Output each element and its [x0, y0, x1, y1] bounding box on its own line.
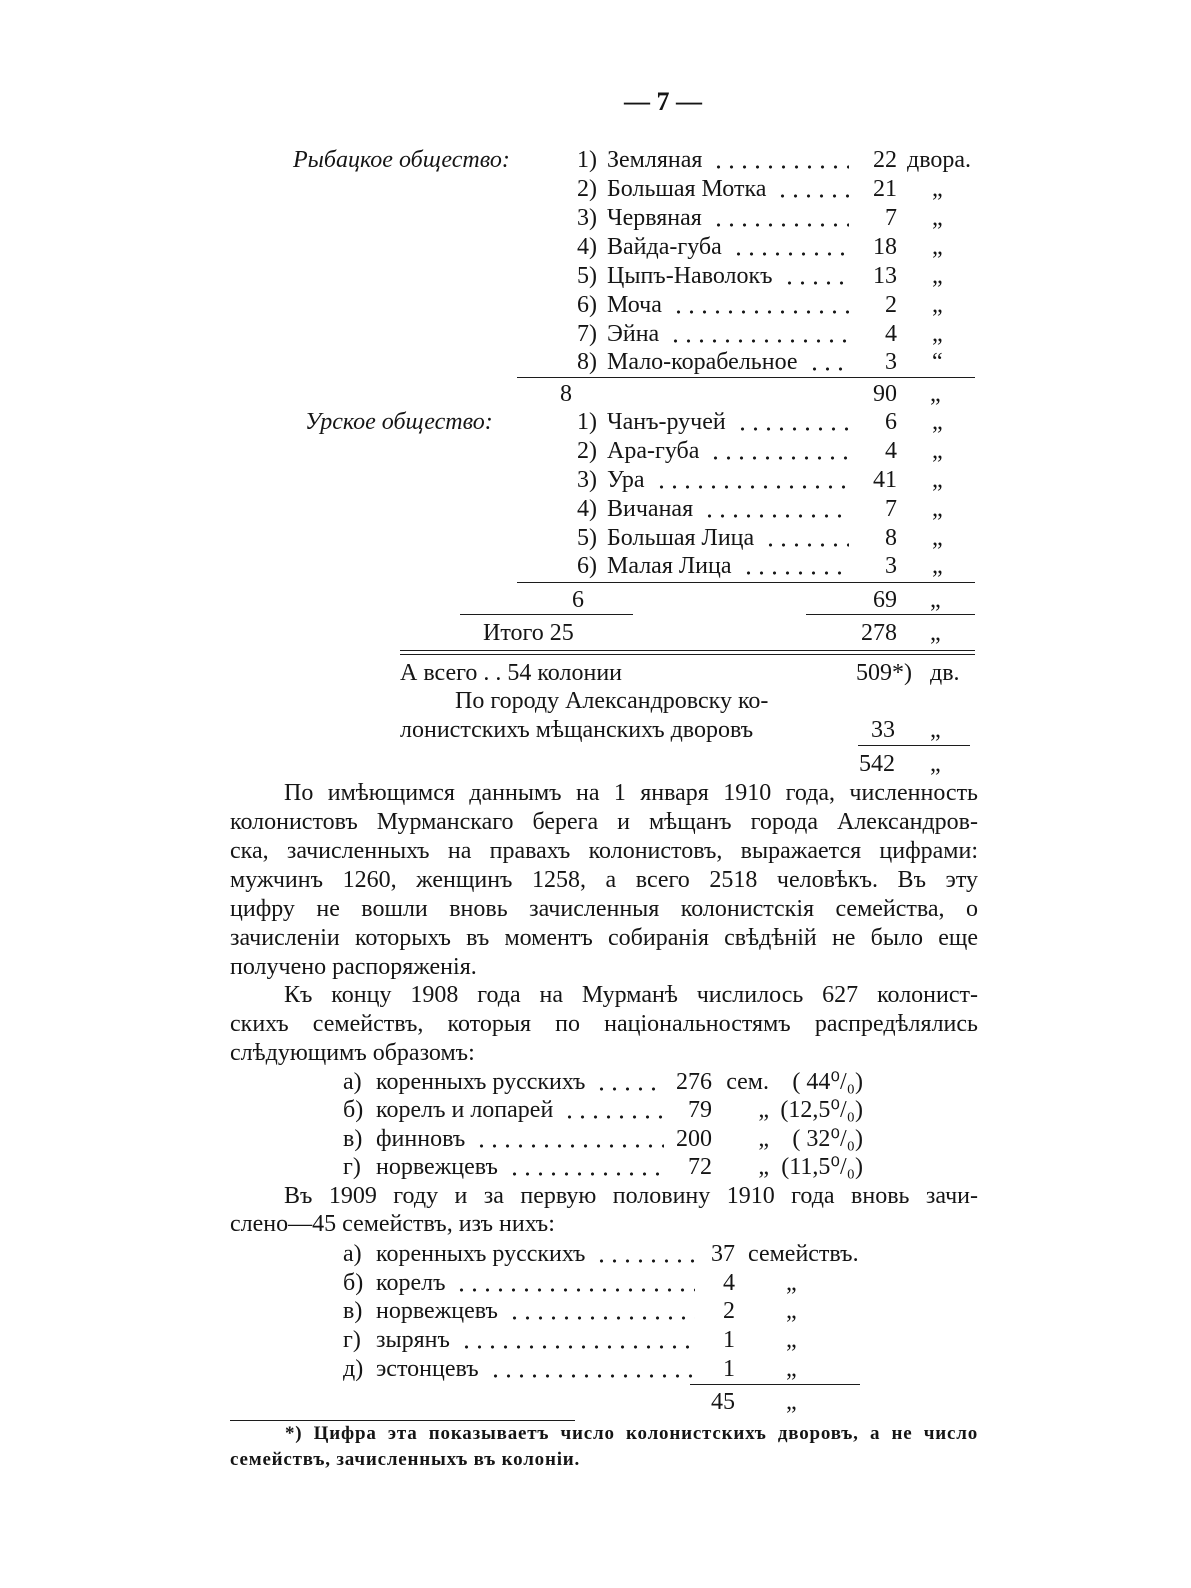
- vsego-unit: дв.: [930, 660, 960, 686]
- ditto-mark: „: [930, 751, 941, 777]
- percentage: ( 44⁰/₀): [792, 1069, 863, 1095]
- dot-leader: [808, 365, 849, 373]
- ditto-mark: „: [932, 263, 943, 289]
- list-total-rule: [690, 1384, 860, 1385]
- colony-row: [560, 523, 943, 553]
- family-count: 72: [688, 1154, 712, 1180]
- colony-name: Эйна: [607, 321, 660, 347]
- paragraph-line: зачисленіи которыхъ въ моментъ собиранія свѣдѣній не было еще: [230, 925, 978, 951]
- household-count: 18: [873, 234, 897, 260]
- nationality-name: коренныхъ русскихъ: [376, 1241, 586, 1267]
- list-item: [343, 1325, 797, 1355]
- ditto-mark: „: [932, 553, 943, 579]
- list-item: [343, 1268, 797, 1298]
- footnote-line: семействъ, зачисленныхъ въ колоніи.: [230, 1449, 581, 1470]
- subtotal-colonies: 6: [572, 587, 584, 613]
- unit-label: сем.: [726, 1069, 769, 1095]
- ditto-mark: „: [932, 321, 943, 347]
- dot-leader: [475, 1142, 664, 1150]
- nationality-name: эстонцевъ: [376, 1356, 479, 1382]
- list-item: [343, 1239, 859, 1269]
- colony-row: [560, 145, 972, 175]
- colony-number: 7): [577, 321, 597, 347]
- city-label-line1: По городу Александровску ко-: [455, 688, 769, 714]
- grand-total-count: 542: [859, 751, 895, 777]
- list-letter: г): [343, 1154, 361, 1180]
- list-item: [343, 1152, 863, 1182]
- colony-number: 6): [577, 292, 597, 318]
- itogo-count: 278: [861, 620, 897, 646]
- list-total-count: 45: [711, 1389, 735, 1415]
- nationality-name: корелъ: [376, 1270, 446, 1296]
- household-count: 3: [885, 349, 897, 375]
- ditto-mark: „: [786, 1270, 797, 1296]
- unit-label: двора.: [907, 147, 972, 173]
- dot-leader: [460, 1343, 695, 1351]
- colony-row: [560, 319, 943, 349]
- family-count: 79: [688, 1097, 712, 1123]
- city-count: 33: [871, 717, 895, 743]
- vsego-label: А всего . . 54 колонии: [400, 660, 622, 686]
- ditto-mark: „: [932, 234, 943, 260]
- ditto-mark: „: [930, 620, 941, 646]
- itogo-label: Итого 25: [483, 620, 574, 646]
- dot-leader: [655, 483, 849, 491]
- dot-leader: [595, 1257, 695, 1265]
- subtotal-colonies: 8: [560, 381, 572, 407]
- list-item: [343, 1067, 863, 1097]
- household-count: 7: [885, 205, 897, 231]
- family-count: 1: [723, 1327, 735, 1353]
- total-rule-left: [460, 614, 633, 615]
- dot-leader: [508, 1314, 695, 1322]
- colony-row: [560, 465, 943, 495]
- family-count: 200: [676, 1126, 712, 1152]
- dot-leader: [783, 279, 849, 287]
- colony-name: Вайда-губа: [607, 234, 722, 260]
- ditto-mark: „: [758, 1126, 769, 1152]
- ditto-mark: „: [932, 409, 943, 435]
- ditto-mark: „: [932, 496, 943, 522]
- colony-number: 1): [577, 409, 597, 435]
- nationality-name: норвежцевъ: [376, 1298, 498, 1324]
- colony-name: Моча: [607, 292, 662, 318]
- dot-leader: [489, 1372, 695, 1380]
- household-count: 4: [885, 438, 897, 464]
- colony-name: Земляная: [607, 147, 703, 173]
- family-count: 37: [711, 1241, 735, 1267]
- ditto-mark: „: [786, 1327, 797, 1353]
- colony-row: [560, 290, 943, 320]
- colony-name: Большая Мотка: [607, 176, 767, 202]
- ditto-mark: „: [932, 525, 943, 551]
- nationality-name: норвежцевъ: [376, 1154, 498, 1180]
- dot-leader: [595, 1085, 664, 1093]
- colony-number: 3): [577, 467, 597, 493]
- household-count: 3: [885, 553, 897, 579]
- list-letter: в): [343, 1298, 363, 1324]
- dot-leader: [742, 569, 850, 577]
- city-label-line2: лонистскихъ мѣщанскихъ дворовъ: [400, 717, 754, 743]
- paragraph-line: получено распоряженія.: [230, 954, 477, 980]
- subtotal-households: 90: [873, 381, 897, 407]
- list-letter: а): [343, 1241, 362, 1267]
- household-count: 6: [885, 409, 897, 435]
- grand-total-rule: [858, 745, 970, 746]
- dot-leader: [712, 221, 849, 229]
- ditto-mark: „: [932, 205, 943, 231]
- colony-row: [560, 407, 943, 437]
- dot-leader: [732, 250, 849, 258]
- family-count: 276: [676, 1069, 712, 1095]
- subtotal-rule: [517, 377, 975, 378]
- list-letter: б): [343, 1270, 364, 1296]
- list-letter: д): [343, 1356, 364, 1382]
- dot-leader: [703, 512, 849, 520]
- colony-number: 4): [577, 234, 597, 260]
- colony-number: 8): [577, 349, 597, 375]
- list-letter: а): [343, 1069, 362, 1095]
- colony-row: [560, 203, 943, 233]
- percentage: (11,5⁰/₀): [781, 1154, 863, 1180]
- household-count: 4: [885, 321, 897, 347]
- family-count: 4: [723, 1270, 735, 1296]
- nationality-name: зырянъ: [376, 1327, 450, 1353]
- subtotal-households: 69: [873, 587, 897, 613]
- double-rule: [400, 650, 975, 655]
- list-item: [343, 1124, 863, 1154]
- dot-leader: [669, 337, 849, 345]
- nationality-name: финновъ: [376, 1126, 466, 1152]
- colony-number: 1): [577, 147, 597, 173]
- ditto-mark: „: [932, 438, 943, 464]
- ditto-mark: „: [758, 1154, 769, 1180]
- colony-row: [560, 494, 943, 524]
- vsego-count: 509*): [856, 660, 912, 686]
- ditto-mark: „: [758, 1097, 769, 1123]
- household-count: 8: [885, 525, 897, 551]
- colony-name: Червяная: [607, 205, 702, 231]
- colony-name: Большая Лица: [607, 525, 755, 551]
- colony-number: 2): [577, 176, 597, 202]
- total-rule-right: [806, 614, 975, 615]
- nationality-name: коренныхъ русскихъ: [376, 1069, 586, 1095]
- colony-name: Цыпъ-Наволокъ: [607, 263, 773, 289]
- dot-leader: [764, 541, 849, 549]
- list-letter: б): [343, 1097, 364, 1123]
- paragraph-line: скихъ семействъ, которыя по національностямъ распредѣлялись: [230, 1011, 978, 1037]
- colony-number: 4): [577, 496, 597, 522]
- paragraph-line: цифру не вошли вновь зачисленныя колонистскія семейства, о: [230, 896, 978, 922]
- household-count: 2: [885, 292, 897, 318]
- ditto-mark: „: [786, 1298, 797, 1324]
- percentage: (12,5⁰/₀): [780, 1097, 863, 1123]
- colony-number: 6): [577, 553, 597, 579]
- ditto-mark: „: [930, 587, 941, 613]
- household-count: 13: [873, 263, 897, 289]
- paragraph-line: Въ 1909 году и за первую половину 1910 года вновь зачи-: [284, 1183, 978, 1209]
- list-item: [343, 1354, 797, 1384]
- colony-number: 2): [577, 438, 597, 464]
- colony-name: Ара-губа: [607, 438, 700, 464]
- dot-leader: [563, 1113, 664, 1121]
- society-label-rybatskoe: Рыбацкое общество:: [293, 147, 510, 173]
- ditto-mark: „: [932, 176, 943, 202]
- colony-name: Мало-корабельное: [607, 349, 798, 375]
- dot-leader: [508, 1170, 664, 1178]
- page-number: — 7 —: [624, 87, 702, 116]
- society-label-urskoe: Урское общество:: [305, 409, 493, 435]
- ditto-mark: “: [932, 349, 943, 375]
- paragraph-line: мужчинъ 1260, женщинъ 1258, а всего 2518 человѣкъ. Въ эту: [230, 867, 978, 893]
- ditto-mark: „: [930, 717, 941, 743]
- list-letter: г): [343, 1327, 361, 1353]
- dot-leader: [455, 1286, 695, 1294]
- colony-row: [560, 261, 943, 291]
- household-count: 41: [873, 467, 897, 493]
- family-count: 1: [723, 1356, 735, 1382]
- percentage: ( 32⁰/₀): [792, 1126, 863, 1152]
- dot-leader: [776, 192, 849, 200]
- dot-leader: [736, 425, 849, 433]
- dot-leader: [712, 163, 849, 171]
- colony-row: [560, 551, 943, 581]
- household-count: 21: [873, 176, 897, 202]
- colony-row: [560, 436, 943, 466]
- paragraph-line: слѣдующимъ образомъ:: [230, 1040, 475, 1066]
- unit-label: семействъ.: [748, 1241, 859, 1267]
- family-count: 2: [723, 1298, 735, 1324]
- paragraph-line: ска, зачисленныхъ на правахъ колонистовъ, выражается цифрами:: [230, 838, 978, 864]
- paragraph-line: слено—45 семействъ, изъ нихъ:: [230, 1211, 555, 1237]
- ditto-mark: „: [786, 1356, 797, 1382]
- footnote-line: *) Цифра эта показываетъ число колонистскихъ дворовъ, а не число: [285, 1423, 978, 1444]
- list-letter: в): [343, 1126, 363, 1152]
- colony-row: [560, 174, 943, 204]
- household-count: 7: [885, 496, 897, 522]
- colony-name: Чанъ-ручей: [607, 409, 726, 435]
- household-count: 22: [873, 147, 897, 173]
- colony-row: [560, 232, 943, 262]
- colony-name: Малая Лица: [607, 553, 732, 579]
- dot-leader: [672, 308, 849, 316]
- colony-name: Вичаная: [607, 496, 694, 522]
- colony-number: 3): [577, 205, 597, 231]
- colony-number: 5): [577, 263, 597, 289]
- subtotal-rule: [517, 582, 975, 583]
- paragraph-line: Къ концу 1908 года на Мурманѣ числилось 627 колонист-: [284, 982, 978, 1008]
- paragraph-line: колонистовъ Мурманскаго берега и мѣщанъ города Александров-: [230, 809, 978, 835]
- dot-leader: [709, 454, 849, 462]
- ditto-mark: „: [932, 292, 943, 318]
- colony-row: [560, 347, 943, 377]
- colony-name: Ура: [607, 467, 645, 493]
- list-item: [343, 1296, 797, 1326]
- list-item: [343, 1095, 863, 1125]
- nationality-name: корелъ и лопарей: [376, 1097, 554, 1123]
- ditto-mark: „: [786, 1389, 797, 1415]
- colony-number: 5): [577, 525, 597, 551]
- ditto-mark: „: [930, 381, 941, 407]
- paragraph-line: По имѣющимся даннымъ на 1 января 1910 года, численность: [284, 780, 978, 806]
- ditto-mark: „: [932, 467, 943, 493]
